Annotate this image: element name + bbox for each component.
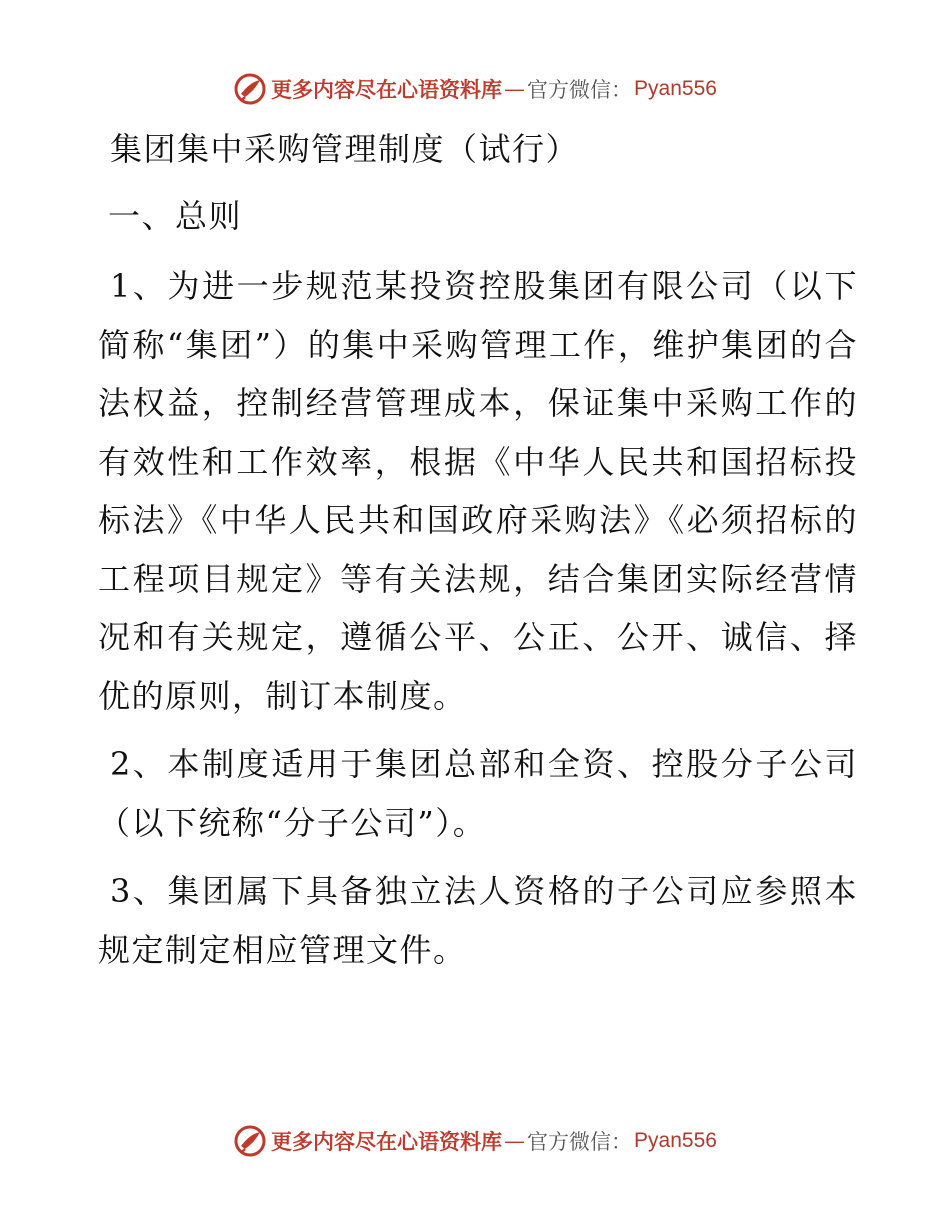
section-heading: 一、总则 <box>108 196 243 235</box>
footer-watermark-banner <box>0 1124 950 1158</box>
banner-wechat-label: 官方微信： <box>527 78 633 102</box>
header-watermark-banner <box>0 72 950 106</box>
book-quill-logo-icon <box>233 1124 267 1158</box>
banner-site-name: 更多内容尽在心语资料库 <box>271 77 503 102</box>
document-body <box>98 120 858 989</box>
banner-wechat-id: Pyan556 <box>634 77 717 100</box>
paragraph-1: 1、为进一步规范某投资控股集团有限公司（以下简称“集团”）的集中采购管理工作，维护集团的合法权益，控制经营管理成本，保证集中采购工作的有效性和工作效率，根据《中华人民共和国招标投标法》《中华人民共和国政府采购法》《必须招标的工程项目规定》等有关法规，结合集团实际经营情况和有关规定，遵循公平、公正、公开、诚信、择优的原则，制订本制度。 <box>98 267 858 715</box>
banner-dash: — <box>504 77 526 101</box>
banner-dash: — <box>504 1129 526 1153</box>
banner-wechat-label: 官方微信： <box>527 1130 633 1154</box>
paragraph-3: 3、集团属下具备独立法人资格的子公司应参照本规定制定相应管理文件。 <box>98 872 858 969</box>
paragraph-2: 2、本制度适用于集团总部和全资、控股分子公司（以下统称“分子公司”）。 <box>98 745 858 842</box>
banner-site-name: 更多内容尽在心语资料库 <box>271 1129 503 1154</box>
book-quill-logo-icon <box>233 72 267 106</box>
banner-wechat-id: Pyan556 <box>634 1129 717 1152</box>
document-title: 集团集中采购管理制度（试行） <box>110 130 580 168</box>
